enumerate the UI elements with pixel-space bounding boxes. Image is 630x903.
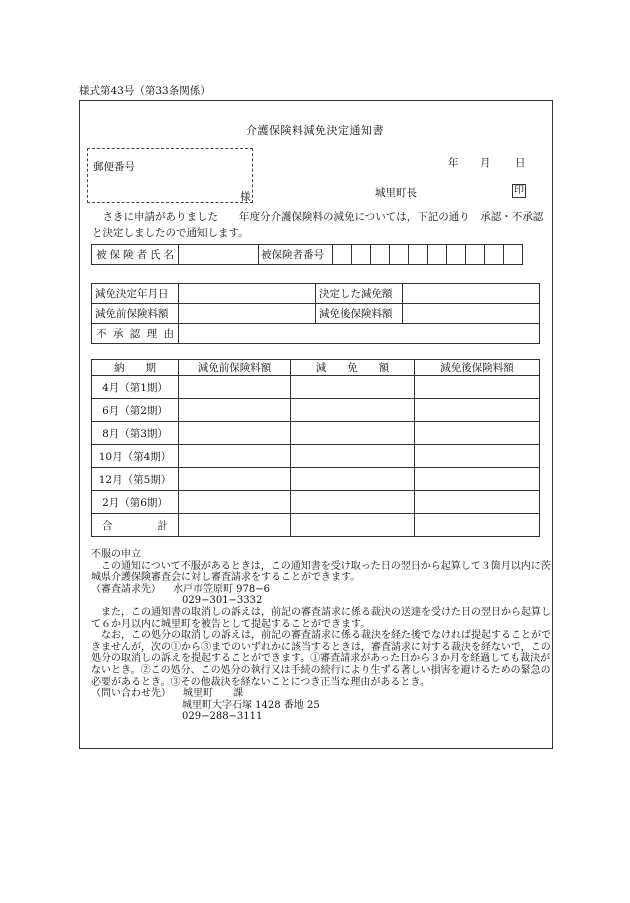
- objection-paragraph-1: この通知について不服があるときは，この通知書を受け取った日の翌日から起算して３箇月以内に茨城県介護保険審査会に対し審査請求をすることができます。: [91, 560, 551, 584]
- table-row: [92, 514, 540, 537]
- premium-before-cell[interactable]: [179, 422, 291, 445]
- insured-number-digit[interactable]: [390, 245, 409, 265]
- premium-after-cell[interactable]: [415, 445, 540, 468]
- request-destination-label: （審査請求先）: [91, 583, 161, 595]
- reduction-cell[interactable]: [291, 468, 415, 491]
- insured-number-digit[interactable]: [466, 245, 485, 265]
- contact-info: [91, 688, 551, 700]
- insured-number-digit[interactable]: [371, 245, 390, 265]
- period-label: 4月（第1期）: [92, 376, 179, 399]
- insured-number-digit[interactable]: [428, 245, 447, 265]
- total-premium-after-cell[interactable]: [415, 514, 540, 537]
- request-destination: [91, 584, 551, 596]
- premium-before-cell[interactable]: [179, 399, 291, 422]
- reduction-cell[interactable]: [291, 376, 415, 399]
- insured-number-digit[interactable]: [333, 245, 352, 265]
- header-premium-after: 減免後保険料額: [415, 360, 540, 376]
- issuer-name: 城里町長: [375, 187, 417, 199]
- decision-table: [91, 283, 540, 344]
- decided-amount-label: 決定した減免額: [316, 284, 403, 304]
- objection-section: [91, 549, 551, 723]
- decision-date-field[interactable]: [179, 284, 316, 304]
- request-address: 水戸市笠原町 978−6: [173, 583, 271, 595]
- total-label: 合計: [92, 514, 179, 537]
- reduction-cell[interactable]: [291, 422, 415, 445]
- period-label: 8月（第3期）: [92, 422, 179, 445]
- table-row: [92, 491, 540, 514]
- premium-before-label: 減免前保険料額: [92, 304, 179, 324]
- table-row: [92, 399, 540, 422]
- premium-before-cell[interactable]: [179, 376, 291, 399]
- insured-number-label: 被保険者番号: [259, 245, 333, 265]
- insured-number-digit[interactable]: [447, 245, 466, 265]
- document-title: 介護保険料減免決定通知書: [246, 124, 384, 137]
- objection-paragraph-2: また，この通知書の取消しの訴えは，前記の審査請求に係る裁決の送達を受けた日の翌日から起算して６か月以内に城里町を被告として提起することができます。: [91, 606, 551, 630]
- premium-after-cell[interactable]: [415, 376, 540, 399]
- insured-number-digit[interactable]: [409, 245, 428, 265]
- header-reduction: 減 免 額: [291, 360, 415, 376]
- table-row: [92, 376, 540, 399]
- decided-amount-field[interactable]: [403, 284, 540, 304]
- period-label: 12月（第5期）: [92, 468, 179, 491]
- premium-after-cell[interactable]: [415, 399, 540, 422]
- contact-department: 城里町 課: [183, 688, 243, 700]
- header-period: 納 期: [92, 360, 179, 376]
- objection-paragraph-3: なお，この処分の取消しの訴えは，前記の審査請求に係る裁決を経た後でなければ提起することができませんが，次の①から③までのいずれかに該当するときは，審査請求に対する裁決を経ないで，この処分の取消しの訴えを提起することができます。①審査請求があった日から３か月を経過しても裁決がないとき。②この処分、この処分の執行又は手続の続行により生ずる著しい損害を避けるための緊急の必要があるとき。③その他裁決を経ないことにつき正当な理由があるとき。: [91, 630, 551, 688]
- form-number-label: 様式第43号（第33条関係）: [79, 85, 211, 97]
- period-label: 6月（第2期）: [92, 399, 179, 422]
- premium-before-field[interactable]: [179, 304, 316, 324]
- rejection-reason-field[interactable]: [179, 324, 540, 344]
- total-reduction-cell[interactable]: [291, 514, 415, 537]
- payment-schedule-table: [91, 359, 540, 537]
- table-row: [92, 422, 540, 445]
- insured-number-digit[interactable]: [485, 245, 504, 265]
- reduction-cell[interactable]: [291, 399, 415, 422]
- insured-name-field[interactable]: [179, 245, 259, 265]
- premium-after-field[interactable]: [403, 304, 540, 324]
- premium-after-cell[interactable]: [415, 468, 540, 491]
- premium-before-cell[interactable]: [179, 491, 291, 514]
- date-day-label: 日: [515, 157, 526, 169]
- decision-date-label: 減免決定年月日: [92, 284, 179, 304]
- contact-address: 城里町大字石塚 1428 番地 25: [182, 699, 320, 711]
- table-row: [92, 445, 540, 468]
- table-row: [92, 468, 540, 491]
- intro-text: さきに申請がありました 年度分介護保険料の減免については，下記の通り 承認・不承認 と決定しましたので通知します。: [92, 211, 554, 239]
- reduction-cell[interactable]: [291, 491, 415, 514]
- premium-before-cell[interactable]: [179, 445, 291, 468]
- premium-after-label: 減免後保険料額: [316, 304, 403, 324]
- insured-name-label: 被保険者氏名: [92, 245, 179, 265]
- insured-table: [91, 244, 523, 265]
- insured-number-digit[interactable]: [352, 245, 371, 265]
- date-month-label: 月: [480, 157, 491, 169]
- period-label: 2月（第6期）: [92, 491, 179, 514]
- period-label: 10月（第4期）: [92, 445, 179, 468]
- insured-number-digit[interactable]: [504, 245, 523, 265]
- address-box: [87, 148, 253, 203]
- premium-after-cell[interactable]: [415, 491, 540, 514]
- rejection-reason-label: 不承認理由: [92, 324, 179, 344]
- request-phone: 029−301−3332: [182, 595, 263, 607]
- contact-phone: 029−288−3111: [182, 711, 263, 723]
- contact-label: （問い合わせ先）: [91, 688, 171, 700]
- postal-code-label: 郵便番号: [93, 161, 135, 173]
- premium-before-cell[interactable]: [179, 468, 291, 491]
- date-year-label: 年: [448, 157, 459, 169]
- seal-mark: 印: [514, 185, 524, 196]
- reduction-cell[interactable]: [291, 445, 415, 468]
- honorific-label: 様: [240, 191, 251, 203]
- objection-heading: 不服の申立: [91, 549, 141, 560]
- header-premium-before: 減免前保険料額: [179, 360, 291, 376]
- premium-after-cell[interactable]: [415, 422, 540, 445]
- total-premium-before-cell[interactable]: [179, 514, 291, 537]
